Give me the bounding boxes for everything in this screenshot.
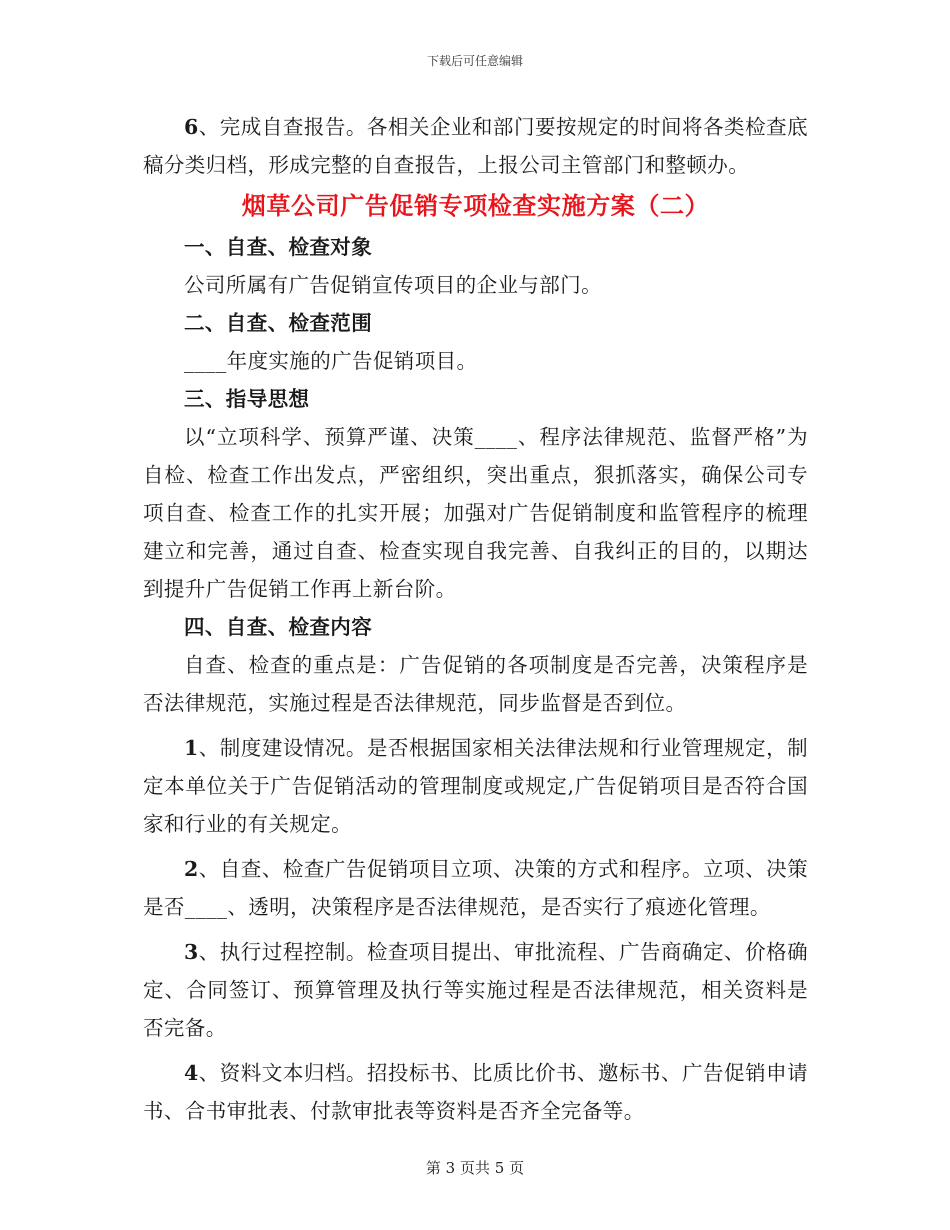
paragraph-item-4 xyxy=(143,1054,808,1130)
page-header: 下载后可任意编辑 xyxy=(426,54,523,68)
page-footer: 第 3 页共 5 页 xyxy=(425,1159,525,1177)
paragraph-guiding-principle: 以“立项科学、预算严谨、决策____、程序法律规范、监督严格”为自检、检查工作出发点，严密组织，突出重点，狠抓落实，确保公司专项自查、检查工作的扎实开展；加强对广告促销制度和监管程序的梳理建立和完善，通过自查、检查实现自我完善、自我纠正的目的，以期达到提升广告促销工作再上新台阶。 xyxy=(143,425,808,601)
heading-inspection-target: 一、自查、检查对象 xyxy=(184,235,373,259)
paragraph-item-3 xyxy=(143,933,808,1047)
paragraph-item-2 xyxy=(143,850,808,926)
item-number: 1 xyxy=(184,736,199,760)
item-number: 4 xyxy=(184,1061,199,1085)
document-body xyxy=(143,108,808,1130)
paragraph-inspection-scope: ____年度实施的广告促销项目。 xyxy=(184,349,478,373)
paragraph-inspection-target: 公司所属有广告促销宣传项目的企业与部门。 xyxy=(184,273,602,297)
heading-guiding-principle: 三、指导思想 xyxy=(184,387,310,411)
paragraph-item-1 xyxy=(143,729,808,843)
heading-inspection-scope: 二、自查、检查范围 xyxy=(184,311,373,335)
item-number: 2 xyxy=(184,857,199,881)
paragraph-text: 、资料文本归档。招投标书、比质比价书、邀标书、广告促销申请书、合书审批表、付款审批表等资料是否齐全完备等。 xyxy=(143,1061,808,1123)
paragraph-text: 、自查、检查广告促销项目立项、决策的方式和程序。立项、决策是否____、透明，决策程序是否法律规范，是否实行了痕迹化管理。 xyxy=(143,857,808,919)
paragraph-item-6 xyxy=(143,108,808,184)
paragraph-inspection-focus: 自查、检查的重点是：广告促销的各项制度是否完善，决策程序是否法律规范，实施过程是否法律规范，同步监督是否到位。 xyxy=(143,653,808,715)
item-number: 3 xyxy=(184,940,199,964)
section-title: 烟草公司广告促销专项检查实施方案（二） xyxy=(241,191,710,220)
paragraph-text: 、制度建设情况。是否根据国家相关法律法规和行业管理规定，制定本单位关于广告促销活动的管理制度或规定,广告促销项目是否符合国家和行业的有关规定。 xyxy=(143,736,808,836)
item-number: 6 xyxy=(184,115,199,139)
paragraph-text: 、执行过程控制。检查项目提出、审批流程、广告商确定、价格确定、合同签订、预算管理及执行等实施过程是否法律规范，相关资料是否完备。 xyxy=(143,940,808,1040)
heading-inspection-content: 四、自查、检查内容 xyxy=(184,615,373,639)
paragraph-text: 、完成自查报告。各相关企业和部门要按规定的时间将各类检查底稿分类归档，形成完整的自查报告，上报公司主管部门和整顿办。 xyxy=(143,115,808,177)
